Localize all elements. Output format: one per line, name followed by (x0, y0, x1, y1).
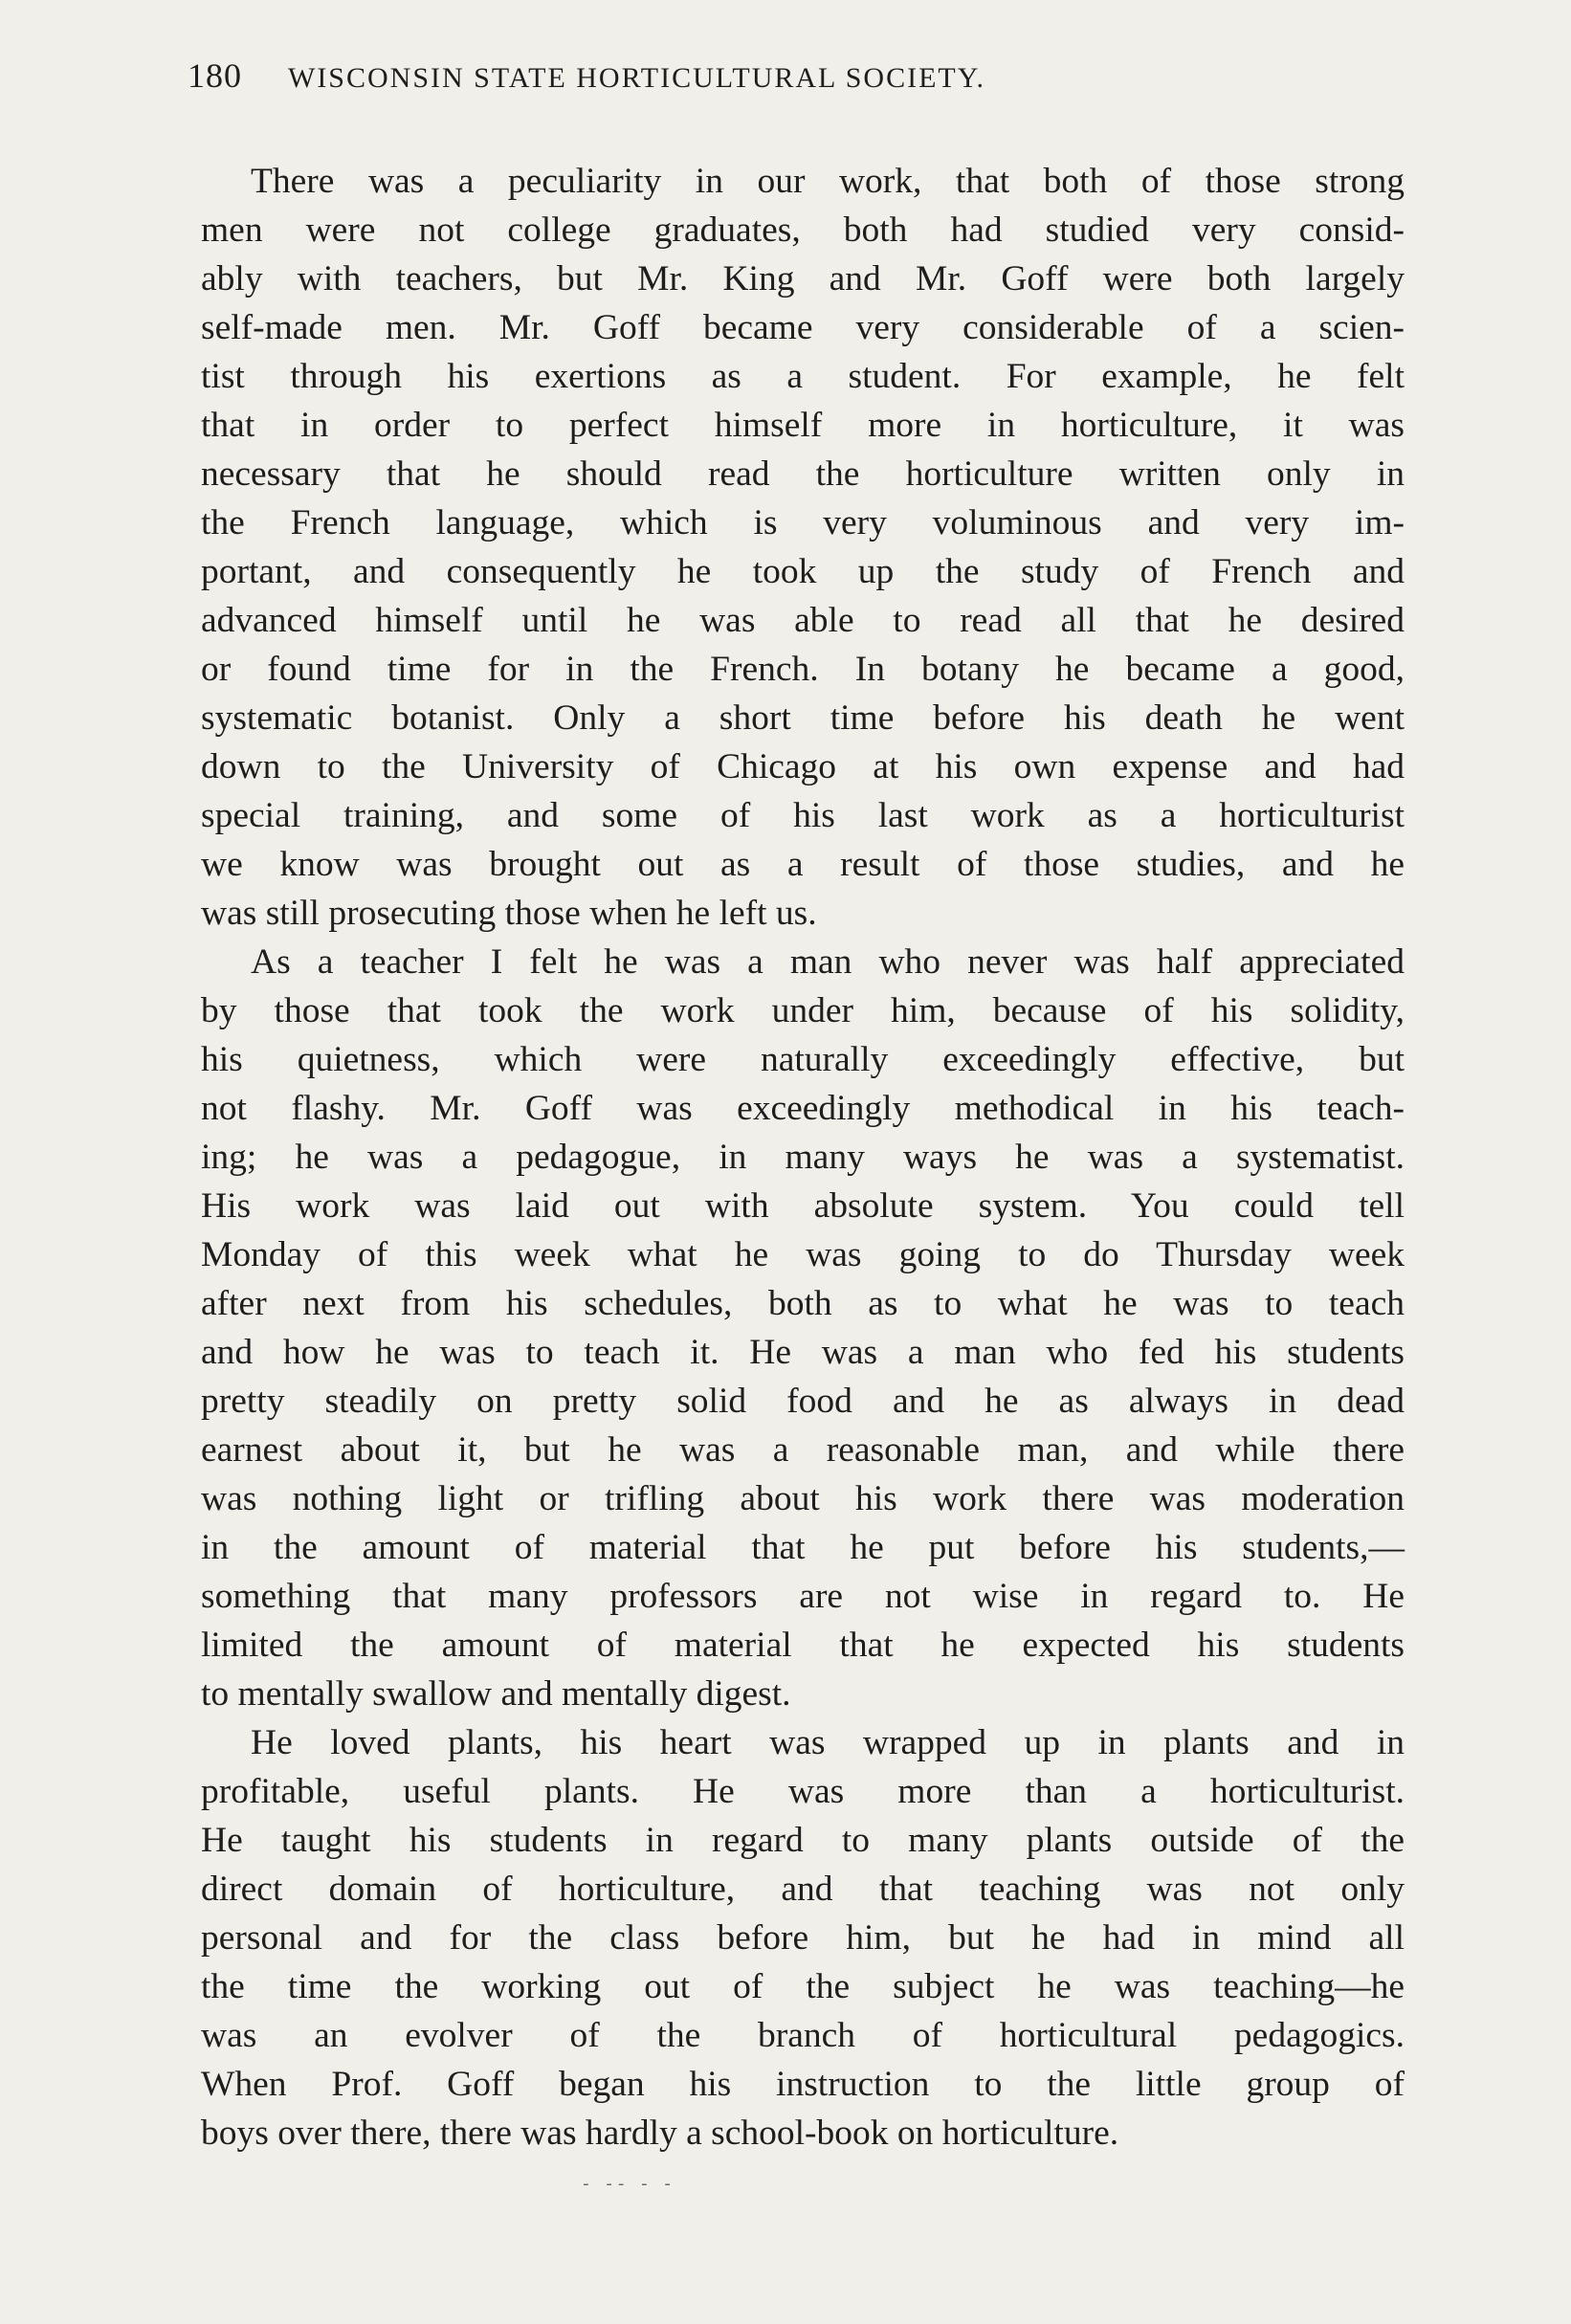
text-line: we know was brought out as a result of those studies, and he (201, 845, 1405, 884)
text-line: or found time for in the French. In botany he became a good, (201, 650, 1405, 689)
text-line: was still prosecuting those when he left us. (201, 894, 817, 933)
text-line: was nothing light or trifling about his work there was moderation (201, 1479, 1405, 1518)
text-line: profitable, useful plants. He was more than a horticulturist. (201, 1772, 1405, 1811)
text-line: after next from his schedules, both as to what he was to teach (201, 1284, 1405, 1323)
text-line: that in order to perfect himself more in horticulture, it was (201, 406, 1405, 445)
text-line: ably with teachers, but Mr. King and Mr. Goff were both largely (201, 259, 1405, 299)
text-line: special training, and some of his last work as a horticulturist (201, 796, 1405, 835)
text-line: direct domain of horticulture, and that teaching was not only (201, 1870, 1405, 1909)
running-head (188, 55, 1278, 113)
text-line: to mentally swallow and mentally digest. (201, 1674, 791, 1714)
text-line: in the amount of material that he put before his students,— (201, 1528, 1405, 1567)
text-line: When Prof. Goff began his instruction to the little group of (201, 2065, 1405, 2104)
text-line: tist through his exertions as a student. For example, he felt (201, 357, 1405, 396)
text-line: the time the working out of the subject he was teaching—he (201, 1967, 1405, 2006)
text-line: systematic botanist. Only a short time before his death he went (201, 698, 1405, 738)
text-line: advanced himself until he was able to read all that he desired (201, 601, 1405, 640)
paragraph-3 (201, 1718, 1405, 2158)
page-number: 180 (188, 56, 242, 95)
text-line: personal and for the class before him, but he had in mind all (201, 1918, 1405, 1958)
text-line: the French language, which is very voluminous and very im- (201, 503, 1405, 542)
paragraph-1 (201, 157, 1405, 938)
paragraph-2 (201, 938, 1405, 1718)
text-line: ing; he was a pedagogue, in many ways he was a systematist. (201, 1138, 1405, 1177)
text-line: portant, and consequently he took up the study of French and (201, 552, 1405, 591)
running-title: WISCONSIN STATE HORTICULTURAL SOCIETY. (288, 62, 986, 94)
footer-ornament: - -- - - (583, 2173, 676, 2194)
body-text (201, 157, 1405, 2158)
text-line: was an evolver of the branch of horticultural pedagogics. (201, 2016, 1405, 2055)
text-line: down to the University of Chicago at his own expense and had (201, 747, 1405, 786)
text-line: earnest about it, but he was a reasonable man, and while there (201, 1430, 1405, 1470)
text-line: limited the amount of material that he expected his students (201, 1626, 1405, 1665)
text-line: There was a peculiarity in our work, that both of those strong (251, 162, 1405, 201)
text-line: He taught his students in regard to many plants outside of the (201, 1821, 1405, 1860)
text-line: his quietness, which were naturally exceedingly effective, but (201, 1040, 1405, 1079)
text-line: boys over there, there was hardly a school-book on horticulture. (201, 2114, 1119, 2153)
text-line: pretty steadily on pretty solid food and he as always in dead (201, 1382, 1405, 1421)
text-line: something that many professors are not wise in regard to. He (201, 1577, 1405, 1616)
text-line: by those that took the work under him, because of his solidity, (201, 991, 1405, 1030)
text-line: He loved plants, his heart was wrapped up in plants and in (251, 1723, 1405, 1762)
text-line: and how he was to teach it. He was a man who fed his students (201, 1333, 1405, 1372)
text-line: Monday of this week what he was going to do Thursday week (201, 1235, 1405, 1274)
text-line: necessary that he should read the horticulture written only in (201, 454, 1405, 494)
text-line: not flashy. Mr. Goff was exceedingly methodical in his teach- (201, 1089, 1405, 1128)
text-line: self-made men. Mr. Goff became very considerable of a scien- (201, 308, 1405, 347)
text-line: His work was laid out with absolute system. You could tell (201, 1186, 1405, 1226)
text-line: As a teacher I felt he was a man who never was half appreciated (251, 942, 1405, 982)
text-line: men were not college graduates, both had studied very consid- (201, 210, 1405, 250)
